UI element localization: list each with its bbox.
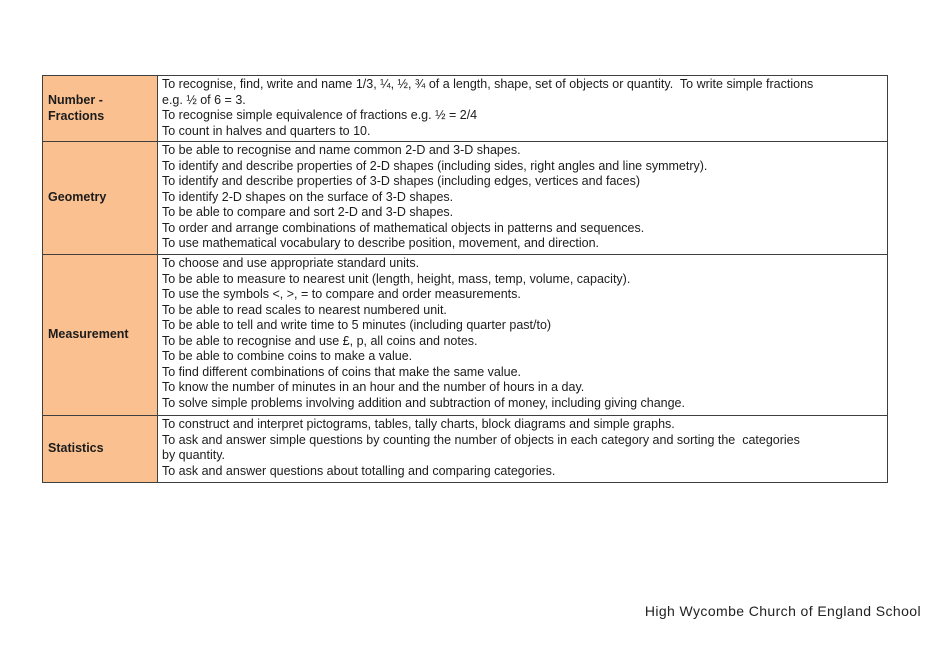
objective-line: To count in halves and quarters to 10. [162, 123, 371, 138]
objective-line: To recognise simple equivalence of fractions e.g. ½ = 2/4 [162, 108, 478, 122]
school-name-footer: High Wycombe Church of England School [644, 603, 921, 619]
objective-line: To use mathematical vocabulary to describe position, movement, and direction. [162, 236, 600, 250]
objective-line: To identify and describe properties of 3-D shapes (including edges, vertices and faces) [162, 174, 641, 188]
objective-line: To be able to tell and write time to 5 minutes (including quarter past/to) [162, 318, 552, 332]
objective-line: To ask and answer simple questions by counting the number of objects in each category and sorting the categories [162, 432, 800, 447]
objective-line: To order and arrange combinations of mathematical objects in patterns and sequences. [162, 220, 645, 235]
row-content-cell [158, 76, 888, 142]
objective-line: by quantity. [162, 448, 226, 462]
curriculum-table-body [43, 76, 888, 483]
curriculum-table [42, 75, 888, 483]
row-content-cell [158, 255, 888, 416]
objective-line: To construct and interpret pictograms, tables, tally charts, block diagrams and simple graphs. [162, 417, 675, 431]
objective-line: To find different combinations of coins that make the same value. [162, 364, 521, 379]
objective-line: To know the number of minutes in an hour and the number of hours in a day. [162, 380, 585, 394]
objective-line: To choose and use appropriate standard units. [162, 256, 420, 270]
row-header-cell: Number - Fractions [43, 76, 158, 142]
objective-line: To be able to compare and sort 2-D and 3-D shapes. [162, 205, 454, 219]
objective-line: To identify and describe properties of 2-D shapes (including sides, right angles and line symmetry). [162, 158, 708, 173]
objective-line: To be able to recognise and use £, p, all coins and notes. [162, 333, 478, 348]
objective-line: To be able to recognise and name common 2-D and 3-D shapes. [162, 143, 521, 157]
table-row [43, 416, 888, 483]
row-content-cell [158, 416, 888, 483]
row-header-cell: Statistics [43, 416, 158, 483]
row-content-cell [158, 142, 888, 255]
objective-line: To be able to combine coins to make a value. [162, 349, 413, 363]
row-header-cell: Measurement [43, 255, 158, 416]
objective-line: To recognise, find, write and name 1/3, ¼, ½, ¾ of a length, shape, set of objects or quantity. To write simple fractions [162, 77, 814, 91]
objective-line: To identify 2-D shapes on the surface of 3-D shapes. [162, 189, 454, 204]
table-row [43, 76, 888, 142]
objective-line: To be able to measure to nearest unit (length, height, mass, temp, volume, capacity). [162, 271, 631, 286]
objective-line: To ask and answer questions about totalling and comparing categories. [162, 463, 556, 478]
objective-line: To use the symbols <, >, = to compare and order measurements. [162, 287, 521, 301]
objective-line: To be able to read scales to nearest numbered unit. [162, 302, 447, 317]
objective-line: e.g. ½ of 6 = 3. [162, 92, 246, 107]
table-row [43, 142, 888, 255]
table-row [43, 255, 888, 416]
objective-line: To solve simple problems involving addition and subtraction of money, including giving change. [162, 395, 685, 410]
row-header-cell: Geometry [43, 142, 158, 255]
